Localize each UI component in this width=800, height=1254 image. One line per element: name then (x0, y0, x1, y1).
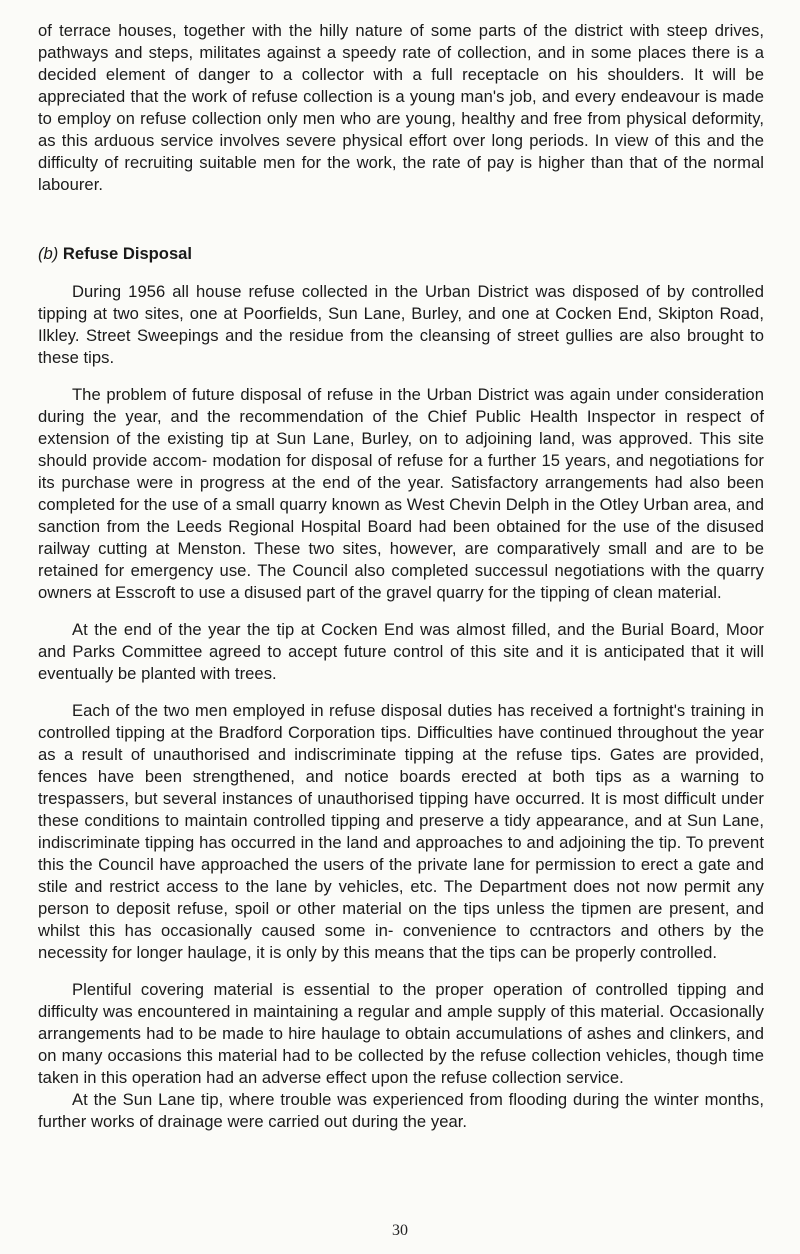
section-heading-refuse-disposal (38, 243, 764, 265)
paragraph-covering-material: Plentiful covering material is essential to the proper operation of controlled tipping and difficulty was encountered in maintaining a regular and ample supply of this material. Occasionally arrangements had to be made to hire haulage to obtain accumulations of ashes and clinkers, and on many occasions this material had to be collected by the refuse collection vehicles, though time taken in this operation had an adverse effect upon the refuse collection service. (38, 980, 764, 1087)
page-number: 30 (392, 1222, 408, 1239)
section-label: (b) (38, 244, 59, 263)
paragraph-collection-conditions: of terrace houses, together with the hilly nature of some parts of the district with steep drives, pathways and steps, militates against a speedy rate of collection, and in some places there is a decided element of danger to a collector with a full receptacle on his shoulders. It will be appreciated that the work of refuse collection is a young man's job, and every endeavour is made to employ on refuse collection only men who are young, healthy and free from physical deformity, as this arduous service involves severe physical effort over long periods. In view of this and the difficulty of recruiting suitable men for the work, the rate of pay is higher than that of the normal labourer. (38, 21, 764, 194)
paragraph-future-disposal: The problem of future disposal of refuse in the Urban District was again under consideration during the year, and the recommendation of the Chief Public Health Inspector in respect of extension of the existing tip at Sun Lane, Burley, on to adjoining land, was approved. This site should provide accom- modation for disposal of refuse for a further 15 years, and negotiations for its purchase were in progress at the end of the year. Satisfactory arrangements had also been completed for the use of a small quarry known as West Chevin Delph in the Otley Urban area, and sanction from the Leeds Regional Hospital Board had been obtained for the use of the disused railway cutting at Menston. These two sites, however, are comparatively small and are to be retained for emergency use. The Council also completed successul negotiations with the quarry owners at Esscroft to use a disused part of the gravel quarry for the tipping of clean material. (38, 385, 764, 602)
paragraph-unauthorised-tipping: Each of the two men employed in refuse disposal duties has received a fortnight's training in controlled tipping at the Bradford Corporation tips. Difficulties have continued throughout the year as a result of unauthorised and indiscriminate tipping at the refuse tips. Gates are provided, fences have been strengthened, and notice boards erected at both tips as a warning to trespassers, but several instances of unauthorised tipping have occurred. It is most difficult under these conditions to maintain controlled tipping and preserve a tidy appearance, and at Sun Lane, indiscriminate tipping has occurred in the land and approaches to and adjoining the tip. To prevent this the Council have approached the users of the private lane for permission to erect a gate and stile and restrict access to the lane by vehicles, etc. The Department does not now permit any person to deposit refuse, spoil or other material on the tips unless the tipmen are present, and whilst this has occasionally caused some in- convenience to ccntractors and others by the necessity for longer haulage, it is only by this means that the tips can be properly controlled. (38, 701, 764, 962)
section-title: Refuse Disposal (62, 244, 193, 263)
paragraph-sun-lane-drainage: At the Sun Lane tip, where trouble was experienced from flooding during the winter months, further works of drainage were carried out during the year. (38, 1090, 764, 1131)
paragraph-cocken-end: At the end of the year the tip at Cocken End was almost filled, and the Burial Board, Moor and Parks Committee agreed to accept future control of this site and it is anticipated that it will eventually be planted with trees. (38, 620, 764, 683)
document-page (38, 20, 764, 1133)
paragraph-controlled-tipping-sites: During 1956 all house refuse collected in the Urban District was disposed of by controlled tipping at two sites, one at Poorfields, Sun Lane, Burley, and one at Cocken End, Skipton Road, Ilkley. Street Sweepings and the residue from the cleansing of street gullies are also brought to these tips. (38, 282, 764, 367)
